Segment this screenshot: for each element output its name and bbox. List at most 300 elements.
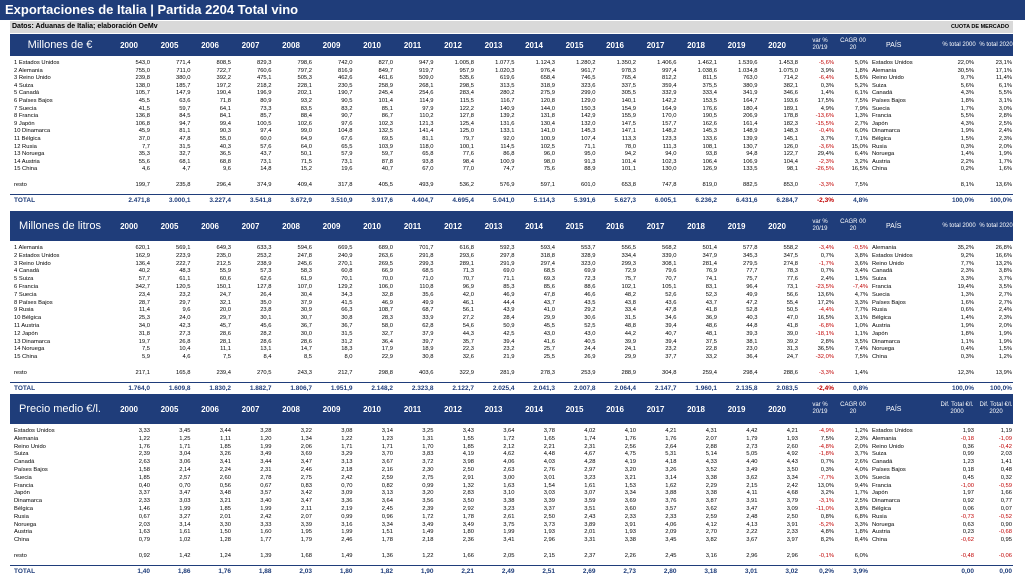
cagr-value: 3,8% xyxy=(854,506,868,512)
panel-precio-medio xyxy=(10,394,1013,574)
row-name: Rusia xyxy=(14,513,29,520)
year-header: 2017 xyxy=(646,40,665,50)
cell-value: 323,0 xyxy=(580,260,596,267)
share-2020: 2,5% xyxy=(998,120,1012,127)
cell-value: 36,5 xyxy=(219,151,231,158)
cell-value: 947,9 xyxy=(418,60,434,66)
cell-value: 43,9 xyxy=(503,307,515,314)
cell-value: 1,31 xyxy=(422,435,434,442)
cell-value: 1,65 xyxy=(543,435,555,442)
cell-value: 1,99 xyxy=(260,506,272,512)
cell-value: 1.764,0 xyxy=(128,385,150,392)
cell-value: 5.041,0 xyxy=(492,197,515,204)
table-row xyxy=(10,283,1013,291)
pais-name: Alemania xyxy=(872,435,897,442)
cell-value: 64,0 xyxy=(300,143,312,150)
cell-value: 1,79 xyxy=(746,435,758,442)
resto-label: resto xyxy=(14,553,27,559)
cell-value: 129,0 xyxy=(580,98,596,104)
cell-value: 543,0 xyxy=(135,60,150,66)
cell-value: 40,7 xyxy=(381,166,393,173)
share-2020: 2,3% xyxy=(998,136,1012,142)
share-2020: 3,1% xyxy=(998,98,1012,104)
cell-value: 1,77 xyxy=(260,537,272,544)
cagr-value: 9,4% xyxy=(854,482,868,489)
cell-value: 318,8 xyxy=(540,252,555,259)
share-2020: 1,2% xyxy=(998,354,1012,361)
pais-name: China xyxy=(872,354,888,361)
cell-value: 52,5 xyxy=(584,323,596,329)
cell-value: 122,2 xyxy=(459,105,474,112)
var-value: 0,3% xyxy=(820,467,834,473)
share-2020: 0,95 xyxy=(1000,537,1012,544)
cell-value: 30,7 xyxy=(300,315,312,322)
cell-value: 30,8 xyxy=(422,354,434,361)
cell-value: 28,7 xyxy=(138,299,150,306)
cagr-value: 1,8% xyxy=(854,529,868,536)
row-name: Suecia xyxy=(14,474,32,481)
cell-value: 110,2 xyxy=(419,113,434,120)
cell-value: 43,0 xyxy=(543,330,555,337)
cell-value: 1,70 xyxy=(422,443,434,450)
cell-value: 133,1 xyxy=(499,128,515,135)
share-2020: 0,48 xyxy=(1000,467,1012,473)
share-2000: 35,2% xyxy=(957,245,974,251)
row-name: 13 Noruega xyxy=(14,151,45,158)
year-header: 2008 xyxy=(282,221,300,231)
cell-value: 3,23 xyxy=(584,474,596,481)
cell-value: 70,1 xyxy=(341,276,353,283)
year-header: 2006 xyxy=(201,40,219,50)
cell-value: 24,1 xyxy=(624,346,636,353)
cell-value: 2.083,5 xyxy=(776,385,798,392)
pais-name: Austria xyxy=(872,529,891,536)
cell-value: 3,39 xyxy=(300,521,312,528)
share-2020: 1,9% xyxy=(998,338,1012,345)
cell-value: 9,6 xyxy=(222,166,231,173)
cell-value: 0,67 xyxy=(138,513,150,520)
cell-value: 130,0 xyxy=(661,166,677,173)
cell-value: 133,6 xyxy=(702,136,717,142)
cell-value: 44,4 xyxy=(503,299,515,306)
share-2000: 0,45 xyxy=(962,474,974,481)
cell-value: 133,5 xyxy=(742,166,758,173)
var-value: 3,2% xyxy=(820,490,834,497)
cell-value: 337,5 xyxy=(621,82,636,89)
cell-value: 3,09 xyxy=(341,490,353,497)
cell-value: 32,8 xyxy=(381,291,393,298)
cagr-value: 7,9% xyxy=(854,105,868,112)
pais-name: Bélgica xyxy=(872,315,892,322)
cell-value: 71,8 xyxy=(219,98,231,104)
row-name: Bélgica xyxy=(14,506,34,512)
var-value: -18,1% xyxy=(815,330,834,337)
cell-value: 3,26 xyxy=(219,451,231,458)
cell-value: 553,7 xyxy=(580,245,596,251)
cell-value: 3,13 xyxy=(381,490,393,497)
cell-value: 129,2 xyxy=(337,284,353,290)
share-2000: 0,18 xyxy=(962,467,974,473)
cell-value: 2,45 xyxy=(665,553,677,559)
row-name: Dinamarca xyxy=(14,498,43,505)
cell-value: 68,1 xyxy=(179,158,191,165)
cell-value: 3,64 xyxy=(381,498,393,505)
cell-value: 569,1 xyxy=(175,245,191,251)
cell-value: 59,7 xyxy=(179,105,191,112)
cell-value: 22,8 xyxy=(705,346,717,353)
cell-value: 0,92 xyxy=(138,553,150,559)
cell-value: 3.000,1 xyxy=(168,197,191,204)
share-2000: 0,99 xyxy=(962,451,974,458)
cell-value: 71,0 xyxy=(422,276,434,283)
cell-value: 111,3 xyxy=(662,143,677,150)
cell-value: 217,1 xyxy=(135,370,150,376)
var-value: -6,4% xyxy=(818,75,834,82)
cell-value: 1,99 xyxy=(341,529,353,536)
share-2000: 1,6% xyxy=(960,299,974,306)
cell-value: 71,1 xyxy=(503,276,515,283)
cagr-value: 4,8% xyxy=(853,197,868,204)
share-2020: 2,0% xyxy=(998,323,1012,329)
cell-value: 30,4 xyxy=(300,291,312,298)
cell-value: 85,3 xyxy=(503,284,515,290)
cell-value: 121,3 xyxy=(418,120,434,127)
cell-value: 2.025,4 xyxy=(492,385,515,392)
cell-value: 2,56 xyxy=(624,443,636,450)
var-value: -1,7% xyxy=(818,260,834,267)
cagr-value: 6,1% xyxy=(854,90,868,97)
pais-name: Reino Unido xyxy=(872,260,904,267)
cell-value: 3,34 xyxy=(786,474,798,481)
cell-value: 3,38 xyxy=(705,490,717,497)
cell-value: 49,9 xyxy=(422,299,434,306)
var-value: 13,0% xyxy=(817,482,834,489)
cagr-value: 1,4% xyxy=(854,370,868,376)
cell-value: 829,3 xyxy=(256,60,272,66)
row-name: Austria xyxy=(14,529,33,536)
share-2000: 1,97 xyxy=(962,490,974,497)
cell-value: 68,5 xyxy=(422,268,434,275)
cell-value: 3,44 xyxy=(219,428,231,434)
cagr-value: 7,5% xyxy=(854,182,868,188)
cell-value: 1.830,2 xyxy=(209,385,231,392)
cell-value: 334,4 xyxy=(621,252,636,259)
year-header: 2017 xyxy=(646,404,665,414)
cell-value: 29,7 xyxy=(219,315,231,322)
cell-value: 1,76 xyxy=(665,435,677,442)
cell-value: 46,6 xyxy=(584,291,596,298)
cell-value: 90,5 xyxy=(341,98,353,104)
cell-value: 3,41 xyxy=(219,459,231,466)
cell-value: 98,4 xyxy=(462,158,474,165)
cell-value: 104,8 xyxy=(337,128,353,135)
total-row xyxy=(10,197,1013,205)
cell-value: 4,06 xyxy=(503,459,515,466)
year-header: 2015 xyxy=(565,404,584,414)
cell-value: 39,4 xyxy=(665,338,677,345)
cell-value: 41,5 xyxy=(138,105,150,112)
cell-value: 3,14 xyxy=(179,521,191,528)
cell-value: 4,92 xyxy=(786,451,798,458)
cell-value: 85,6 xyxy=(543,284,555,290)
cell-value: 2.148,2 xyxy=(371,385,393,392)
cell-value: 3,91 xyxy=(624,521,636,528)
cell-value: 616,8 xyxy=(459,245,474,251)
cagr-value: 2,6% xyxy=(854,459,868,466)
total-divider xyxy=(10,382,1013,383)
cell-value: 48,3 xyxy=(179,268,191,275)
cell-value: 77,7 xyxy=(746,268,758,275)
share-2000: 0,3% xyxy=(960,354,974,361)
cell-value: 39,4 xyxy=(665,323,677,329)
cell-value: 35,6 xyxy=(422,291,434,298)
cell-value: 70,0 xyxy=(381,276,393,283)
cagr-value: 3,2% xyxy=(854,158,868,165)
pais-name: Suiza xyxy=(872,82,887,89)
row-name: Alemania xyxy=(14,435,39,442)
cell-value: 120,8 xyxy=(540,98,555,104)
cell-value: 3,51 xyxy=(584,506,596,512)
cell-value: 1,71 xyxy=(341,443,353,450)
cell-value: 40,3 xyxy=(219,143,231,150)
cagr-value: 7,5% xyxy=(854,354,868,361)
cell-value: 1,11 xyxy=(220,435,231,442)
cell-value: 69,0 xyxy=(503,268,515,275)
cell-value: 3,78 xyxy=(543,428,555,434)
share-2000: 1,8% xyxy=(960,330,974,337)
cell-value: 7,5 xyxy=(222,354,231,361)
cell-value: 853,0 xyxy=(783,182,798,188)
cell-value: 2,60 xyxy=(219,474,231,481)
cell-value: 3,21 xyxy=(624,474,636,481)
cell-value: 47,8 xyxy=(665,307,677,314)
year-header: 2010 xyxy=(363,404,381,414)
cell-value: 243,3 xyxy=(297,370,312,376)
cell-value: 42,3 xyxy=(179,323,191,329)
cell-value: 93,8 xyxy=(422,158,434,165)
cell-value: 288,9 xyxy=(621,370,636,376)
cell-value: 313,5 xyxy=(499,82,515,89)
share-2000: 1,4% xyxy=(960,151,974,158)
cell-value: 4,28 xyxy=(584,459,596,466)
cell-value: 568,2 xyxy=(661,245,677,251)
table-row xyxy=(10,521,1013,529)
cell-value: 55,0 xyxy=(219,136,231,142)
total-label: TOTAL xyxy=(14,385,36,392)
cell-value: 2,33 xyxy=(138,498,150,505)
cell-value: 39,4 xyxy=(503,338,515,345)
cell-value: 3,52 xyxy=(705,467,717,473)
pais-name: Suiza xyxy=(872,276,887,283)
cell-value: 3,73 xyxy=(543,521,555,528)
cell-value: 100,1 xyxy=(459,143,474,150)
cell-value: 64,9 xyxy=(300,136,312,142)
cell-value: 28,2 xyxy=(260,330,272,337)
cell-value: 118,0 xyxy=(419,143,434,150)
cagr-value: 3,9% xyxy=(853,568,868,575)
cell-value: 765,4 xyxy=(621,75,636,82)
var-value: -3,6% xyxy=(818,143,834,150)
cell-value: 106,0 xyxy=(378,284,393,290)
cell-value: 29,9 xyxy=(543,315,555,322)
share-2020: 3,7% xyxy=(998,276,1012,283)
cell-value: 62,6 xyxy=(260,276,272,283)
cell-value: 202,1 xyxy=(297,90,312,97)
cell-value: 176,6 xyxy=(702,105,717,112)
cell-value: 2.041,3 xyxy=(533,385,555,392)
year-header: 2000 xyxy=(120,404,138,414)
cell-value: 127,8 xyxy=(459,113,474,120)
cell-value: 812,2 xyxy=(661,75,677,82)
cell-value: 281,4 xyxy=(702,260,717,267)
cell-value: 43,6 xyxy=(665,299,677,306)
cagr-value: 5,6% xyxy=(854,75,868,82)
cagr-value: 6,0% xyxy=(854,553,868,559)
cell-value: 66,9 xyxy=(381,268,393,275)
cell-value: 43,7 xyxy=(705,299,717,306)
var-value: 13,6% xyxy=(817,291,834,298)
cell-value: 1,79 xyxy=(300,537,312,544)
cell-value: 1.406,6 xyxy=(657,60,677,66)
cell-value: 0,83 xyxy=(300,482,312,489)
share-2000: 9,7% xyxy=(960,75,974,82)
year-header: 2007 xyxy=(241,404,260,414)
cell-value: 1,22 xyxy=(341,435,353,442)
row-name: 13 Dinamarca xyxy=(14,338,51,345)
cell-value: 67,0 xyxy=(422,166,434,173)
cell-value: 4.695,4 xyxy=(452,197,474,204)
cell-value: 1.077,5 xyxy=(495,60,515,66)
cell-value: 28,6 xyxy=(300,338,312,345)
year-header: 2014 xyxy=(525,221,543,231)
cell-value: 73,1 xyxy=(341,158,353,165)
cell-value: 3,98 xyxy=(462,459,474,466)
cell-value: 68,7 xyxy=(422,307,434,314)
cell-value: 2,75 xyxy=(422,474,434,481)
cell-value: 1.280,2 xyxy=(576,60,596,66)
cell-value: 94,0 xyxy=(665,151,677,158)
pais-name: China xyxy=(872,166,888,173)
cagr-value: 6,8% xyxy=(854,513,868,520)
row-name: Francia xyxy=(14,482,34,489)
cell-value: 14,7 xyxy=(300,346,312,353)
cell-value: 73,1 xyxy=(260,158,272,165)
cell-value: 26,8 xyxy=(179,338,191,345)
year-header: 2008 xyxy=(282,40,300,50)
share-2000: 22,0% xyxy=(957,60,974,66)
cell-value: 1.539,6 xyxy=(738,60,758,66)
cell-value: 1,63 xyxy=(138,529,150,536)
cell-value: 3,31 xyxy=(584,537,596,544)
cell-value: 2,07 xyxy=(300,513,312,520)
cell-value: 6.005,1 xyxy=(654,197,677,204)
pais-name: Noruega xyxy=(872,346,895,353)
cell-value: 41,5 xyxy=(341,299,353,306)
cell-value: 45,9 xyxy=(138,128,150,135)
cell-value: 3,56 xyxy=(422,498,434,505)
cell-value: 328,9 xyxy=(580,252,596,259)
cell-value: 73,3 xyxy=(260,105,272,112)
cell-value: 714,2 xyxy=(783,75,798,82)
var-value: -4,4% xyxy=(818,307,834,314)
cell-value: 144,0 xyxy=(540,105,555,112)
cell-value: 1,49 xyxy=(341,553,353,559)
cell-value: 1,28 xyxy=(219,537,231,544)
cell-value: 4,18 xyxy=(665,459,677,466)
cell-value: 36,4 xyxy=(381,338,393,345)
cell-value: 55,4 xyxy=(786,299,798,306)
cell-value: 24,0 xyxy=(179,315,191,322)
year-header: 2020 xyxy=(768,221,786,231)
cell-value: 4,21 xyxy=(665,428,677,434)
pais-name: Bélgica xyxy=(872,506,892,512)
cell-value: 1.960,1 xyxy=(695,385,717,392)
share-2000: 7,7% xyxy=(960,260,974,267)
cagr-value: 4,7% xyxy=(854,291,868,298)
cell-value: 189,1 xyxy=(783,105,798,112)
cell-value: 3,07 xyxy=(584,490,596,497)
cell-value: 127,8 xyxy=(256,284,272,290)
var-value: 0,7% xyxy=(820,459,834,466)
cell-value: 126,9 xyxy=(702,166,717,173)
cell-value: 359,4 xyxy=(661,82,677,89)
cell-value: 3,34 xyxy=(624,490,636,497)
cell-value: 33,2 xyxy=(705,354,717,361)
pais-name: Reino Unido xyxy=(872,75,904,82)
cell-value: 0,99 xyxy=(422,482,434,489)
var-value: 7,5% xyxy=(820,435,834,442)
cell-value: 43,7 xyxy=(260,151,272,158)
cell-value: 808,5 xyxy=(216,60,231,66)
share-2020: 1,9% xyxy=(998,330,1012,337)
cell-value: 18,3 xyxy=(341,346,353,353)
cell-value: 3.510,9 xyxy=(330,197,353,204)
cagr-value: 3,5% xyxy=(854,338,868,345)
cell-value: 4,67 xyxy=(584,451,596,458)
table-row xyxy=(10,528,1013,536)
cell-value: 94,7 xyxy=(179,120,191,127)
cell-value: 2,59 xyxy=(705,513,717,520)
cagr-value: 8,4% xyxy=(854,537,868,544)
cell-value: 3,23 xyxy=(503,506,515,512)
year-header: 2019 xyxy=(727,40,746,50)
cell-value: 4,19 xyxy=(462,451,474,458)
cell-value: 2,97 xyxy=(584,467,596,473)
cell-value: 556,5 xyxy=(621,245,636,251)
table-row xyxy=(10,513,1013,521)
cell-value: 39,7 xyxy=(422,338,434,345)
share-2000: -0,18 xyxy=(960,435,974,442)
cell-value: 2,01 xyxy=(219,513,231,520)
table-row xyxy=(10,322,1013,330)
cell-value: 253,2 xyxy=(256,252,272,259)
table-row xyxy=(10,165,1013,173)
cell-value: 1,95 xyxy=(300,529,312,536)
year-header: 2015 xyxy=(565,221,584,231)
var-value: 3,9% xyxy=(820,67,834,74)
cagr-value: 3,3% xyxy=(854,521,868,528)
cell-value: 2,31 xyxy=(260,467,272,473)
cell-value: 2,11 xyxy=(301,506,312,512)
table-row xyxy=(10,497,1013,505)
cell-value: 2,61 xyxy=(503,513,515,520)
var-value: -26,5% xyxy=(815,166,834,173)
cell-value: 2,91 xyxy=(462,474,474,481)
cell-value: 84,1 xyxy=(219,113,231,120)
cell-value: 689,0 xyxy=(378,245,393,251)
cell-value: 64,1 xyxy=(219,105,231,112)
cell-value: 258,9 xyxy=(378,82,393,89)
